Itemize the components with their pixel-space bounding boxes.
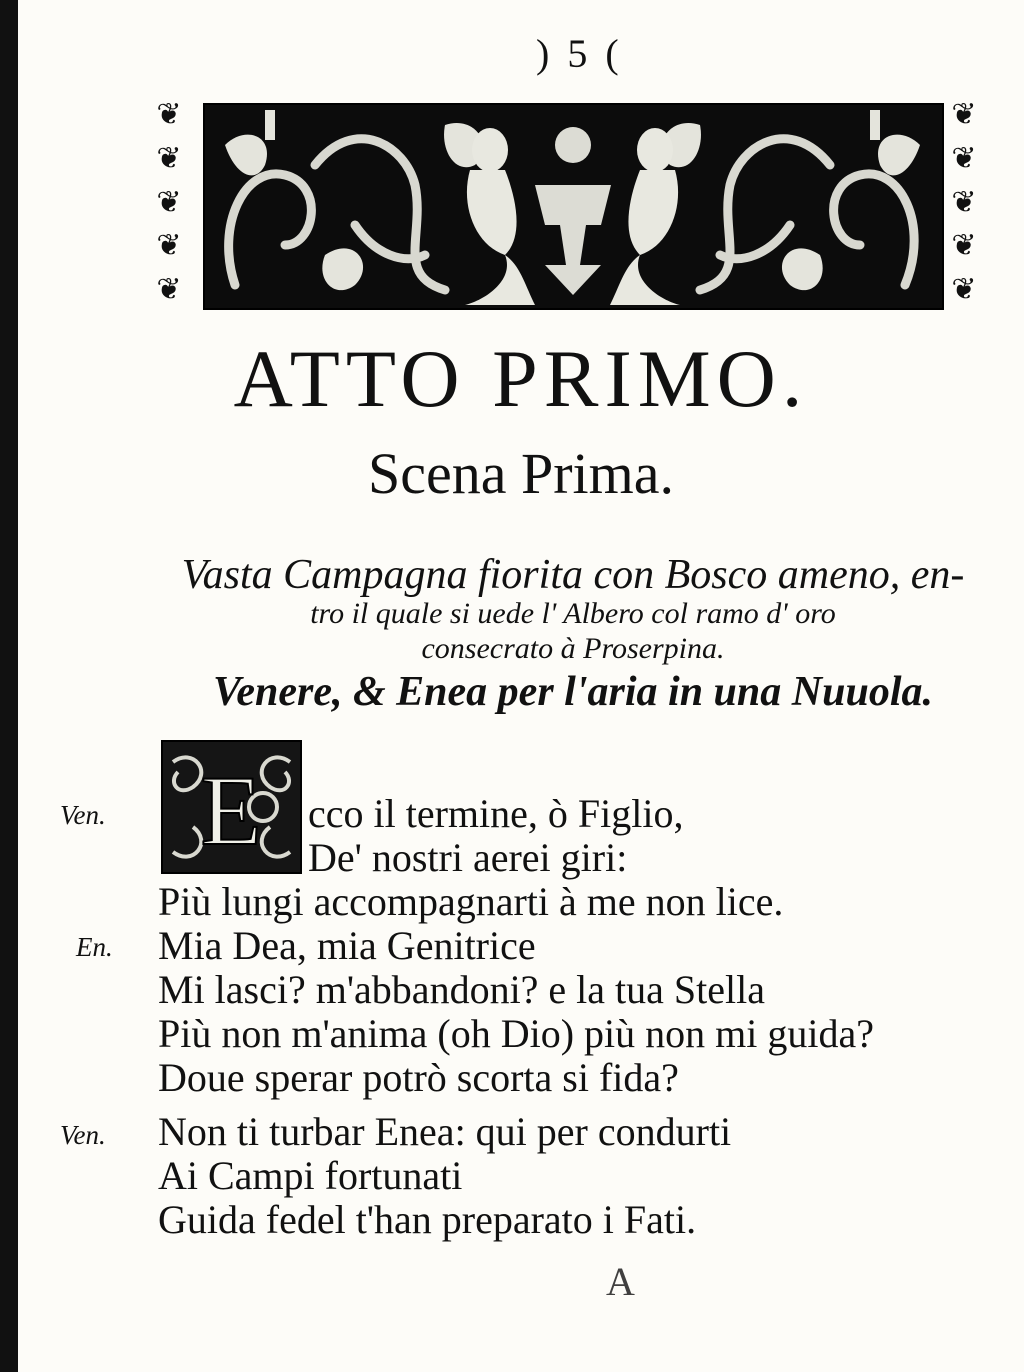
fleuron-icon: ❦ <box>156 228 182 264</box>
left-fleuron-column <box>148 97 190 307</box>
scene-title: Scena Prima. <box>367 441 675 506</box>
fleuron-icon: ❦ <box>951 228 977 264</box>
fleuron-icon: ❦ <box>156 184 182 220</box>
verse-line: Non ti turbar Enea: qui per condurti <box>158 1109 732 1154</box>
stage-direction-line: Venere, & Enea per l'aria in una Nuuola. <box>213 669 933 715</box>
ornamental-woodcut-headpiece-icon <box>203 103 944 310</box>
fleuron-icon: ❦ <box>951 272 977 307</box>
page-number: ) 5 ( <box>536 31 623 76</box>
verse-line: Mia Dea, mia Genitrice <box>158 923 536 968</box>
fleuron-icon: ❦ <box>951 184 977 220</box>
right-fleuron-column <box>943 97 985 307</box>
act-title: ATTO PRIMO. <box>233 333 809 424</box>
verse-line: Ai Campi fortunati <box>158 1153 463 1198</box>
catchword: A <box>606 1259 635 1304</box>
fleuron-icon: ❦ <box>951 140 977 176</box>
verse-line: Doue sperar potrò scorta si fida? <box>158 1055 679 1100</box>
stage-direction-line: Vasta Campagna fiorita con Bosco ameno, en- <box>181 552 965 598</box>
verse-line: Guida fedel t'han preparato i Fati. <box>158 1197 697 1242</box>
dropcap-letter: E <box>200 755 262 866</box>
speaker-label: En. <box>76 932 113 962</box>
verse-line: De' nostri aerei giri: <box>308 835 628 880</box>
fleuron-icon: ❦ <box>156 97 182 132</box>
stage-direction-line: tro il quale si uede l' Albero col ramo d' oro <box>310 597 836 630</box>
fleuron-icon: ❦ <box>156 272 182 307</box>
speaker-label: Ven. <box>60 800 106 830</box>
fleuron-icon: ❦ <box>951 97 977 132</box>
fleuron-icon: ❦ <box>156 140 182 176</box>
verse-line: Più non m'anima (oh Dio) più non mi guida? <box>158 1011 875 1056</box>
verse-line: cco il termine, ò Figlio, <box>308 791 684 836</box>
book-page <box>18 0 1024 1372</box>
speaker-label: Ven. <box>60 1120 106 1150</box>
verse-line: Mi lasci? m'abbandoni? e la tua Stella <box>158 967 766 1012</box>
stage-direction-line: consecrato à Proserpina. <box>421 632 725 665</box>
stage-direction <box>158 553 988 717</box>
verse-line: Più lungi accompagnarti à me non lice. <box>158 879 784 924</box>
decorated-initial-icon <box>161 740 302 874</box>
